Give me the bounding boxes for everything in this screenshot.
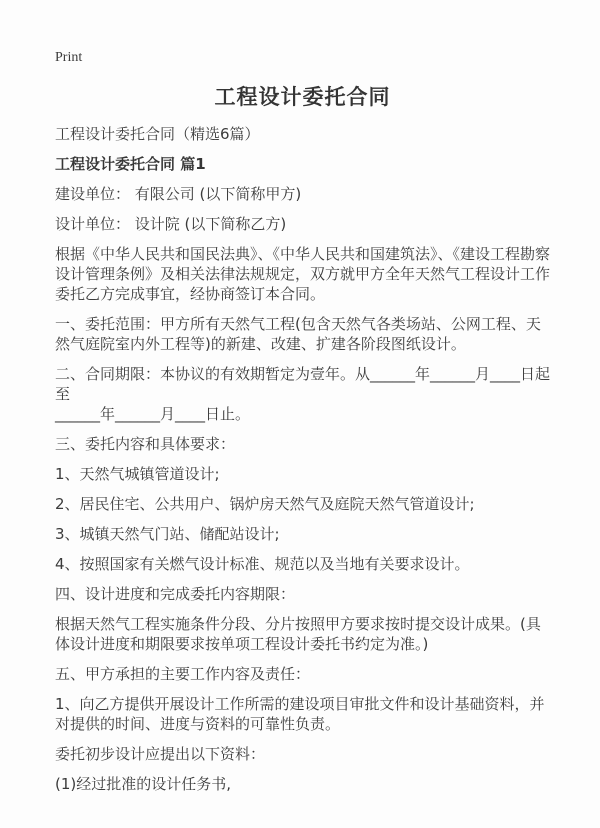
clause-5-heading: 五、甲方承担的主要工作内容及责任： xyxy=(55,665,311,683)
clause-3-heading: 三、委托内容和具体要求： xyxy=(55,435,236,453)
clause-5-item-1: 1、向乙方提供开展设计工作所需的建设项目审批文件和设计基础资料，并对提供的时间、进度与资料的可靠性负责。 xyxy=(55,695,545,733)
clause-3-item-1: 1、天然气城镇管道设计; xyxy=(55,465,220,483)
section-heading-part1: 工程设计委托合同 篇1 xyxy=(55,155,206,173)
clause-2-term-line-1: 二、合同期限：本协议的有效期暂定为壹年。从______年______月____日起至 xyxy=(55,365,551,403)
materials-intro: 委托初步设计应提出以下资料： xyxy=(55,745,266,763)
document-title: 工程设计委托合同 xyxy=(214,85,391,109)
clause-3-item-4: 4、按照国家有关燃气设计标准、规范以及当地有关要求设计。 xyxy=(55,555,470,573)
clause-4-heading: 四、设计进度和完成委托内容期限： xyxy=(55,585,296,603)
material-item-1: (1)经过批准的设计任务书, xyxy=(55,775,232,793)
print-link[interactable]: Print xyxy=(55,50,83,65)
document-subtitle: 工程设计委托合同（精选6篇） xyxy=(55,125,260,143)
clause-4-body: 根据天然气工程实施条件分段、分片按照甲方要求按时提交设计成果。(具体设计进度和期限要求按单项工程设计委托书约定为准。) xyxy=(55,615,541,653)
party-b-line: 设计单位： 设计院 (以下简称乙方) xyxy=(55,215,287,233)
preamble-paragraph: 根据《中华人民共和国民法典》、《中华人民共和国建筑法》、《建设工程勘察设计管理条例》及相关法律法规规定，双方就甲方全年天然气工程设计工作委托乙方完成事宜，经协商签订本合同。 xyxy=(55,245,551,303)
clause-3-item-2: 2、居民住宅、公共用户、锅炉房天然气及庭院天然气管道设计; xyxy=(55,495,475,513)
clause-2-term-line-2: ______年______月____日止。 xyxy=(55,405,251,423)
party-a-line: 建设单位： 有限公司 (以下简称甲方) xyxy=(55,185,302,203)
clause-3-item-3: 3、城镇天然气门站、储配站设计; xyxy=(55,525,280,543)
clause-2-term xyxy=(55,364,550,424)
clause-1-scope: 一、委托范围：甲方所有天然气工程(包含天然气各类场站、公网工程、天然气庭院室内外工程等)的新建、改建、扩建各阶段图纸设计。 xyxy=(55,315,541,353)
